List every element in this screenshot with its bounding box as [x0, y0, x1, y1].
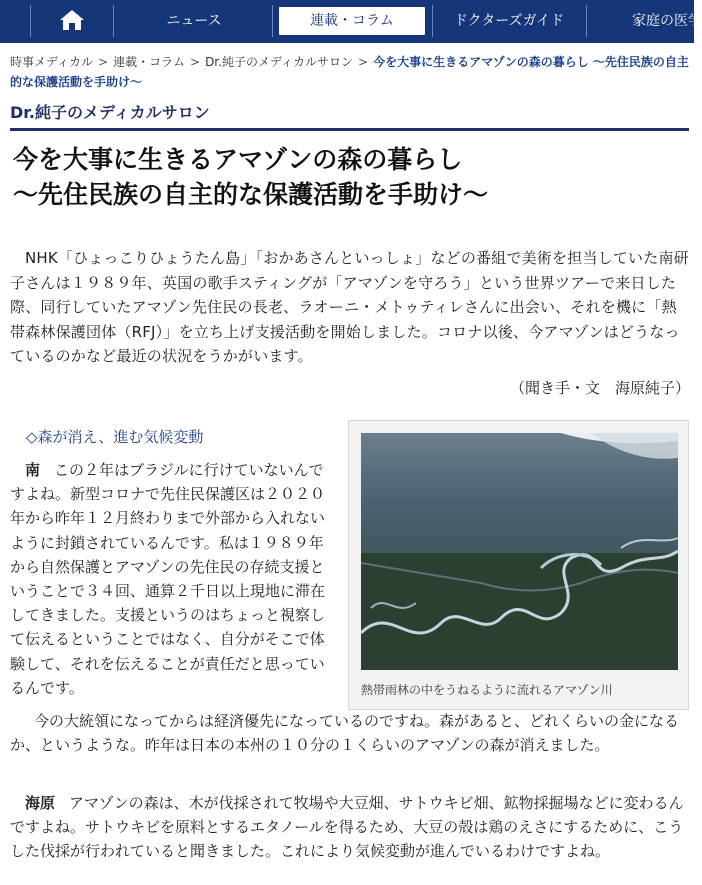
speaker-label: 海原	[25, 794, 56, 812]
paragraph-text: アマゾンの森は、木が伐採されて牧場や大豆畑、サトウキビ畑、鉱物採掘場などに変わるんですよね。サトウキビを原料とするエタノールを得るため、大豆の殻は鶏のえさにするために、こうした伐採が行われていると聞きました。これにより気候変動が進んでいるわけですよね。	[10, 794, 684, 861]
breadcrumb: 時事メディカル > 連載・コラム > Dr.純子のメディカルサロン > 今を大事に生きるアマゾンの森の暮らし 〜先住民族の自主的な保護活動を手助け〜	[10, 55, 689, 89]
article-byline: （聞き手・文 海原純子）	[509, 379, 690, 397]
article-paragraph	[10, 458, 330, 700]
nav-home-medicine[interactable]: 家庭の医学	[632, 13, 702, 29]
home-icon	[59, 8, 85, 32]
article-title	[13, 142, 683, 212]
article-title-line: 今を大事に生きるアマゾンの森の暮らし	[13, 145, 463, 174]
nav-home[interactable]	[30, 5, 114, 37]
speaker-label: 南	[25, 461, 41, 479]
paragraph-text: 今の大統領になってからは経済優先になっているのですね。森があると、どれくらいの金になるか、というような。昨年は日本の本州の１０分の１くらいのアマゾンの森が消えました。	[10, 712, 680, 755]
section-title: Dr.純子のメディカルサロン	[10, 100, 689, 131]
nav-divider	[272, 5, 273, 37]
nav-column[interactable]: 連載・コラム	[279, 7, 425, 35]
amazon-river-photo[interactable]	[361, 433, 678, 670]
article-paragraph	[10, 791, 690, 864]
figure-caption: 熱帯雨林の中をうねるように流れるアマゾン川	[361, 683, 613, 697]
nav-doctors-guide[interactable]: ドクターズガイド	[453, 13, 565, 29]
global-nav	[0, 0, 702, 43]
breadcrumb-link[interactable]: 連載・コラム	[113, 55, 185, 69]
breadcrumb-link[interactable]: 時事メディカル	[10, 55, 94, 69]
breadcrumb-link[interactable]: Dr.純子のメディカルサロン	[205, 55, 353, 69]
article-title-line: 〜先住民族の自主的な保護活動を手助け〜	[13, 180, 489, 209]
nav-news[interactable]: ニュース	[166, 13, 222, 29]
breadcrumb-current: 今を大事に生きるアマゾンの森の暮らし 〜先住民族の自主的な保護活動を手助け〜	[10, 55, 689, 89]
article-figure	[348, 420, 689, 710]
article-subhead: ◇森が消え、進む気候変動	[26, 428, 204, 446]
paragraph-text: この２年はブラジルに行けていないんですよね。新型コロナで先住民保護区は２０２０年から昨年１２月終わりまで外部から入れないように封鎖されているんです。私は１９８９年から自然保護とアマゾンの先住民の存続支援ということで３４回、通算２千日以上現地に滞在してきました。支援というのはちょっと視察して伝えるということではなく、自分がそこで体験して、それを伝えることが責任だと思っているんです。	[10, 461, 326, 697]
article-lead: NHK「ひょっこりひょうたん島」「おかあさんといっしょ」などの番組で美術を担当していた南研子さんは１９８９年、英国の歌手スティングが「アマゾンを守ろう」という世界ツアーで来日した際、同行していたアマゾン先住民の長老、ラオーニ・メトゥティレさんに出会い、それを機に「熱帯森林保護団体（RFJ）」を立ち上げ支援活動を開始しました。コロナ以後、今アマゾンはどうなっているのかなど最近の状況をうかがいます。	[10, 249, 689, 365]
article-paragraph	[10, 709, 690, 757]
